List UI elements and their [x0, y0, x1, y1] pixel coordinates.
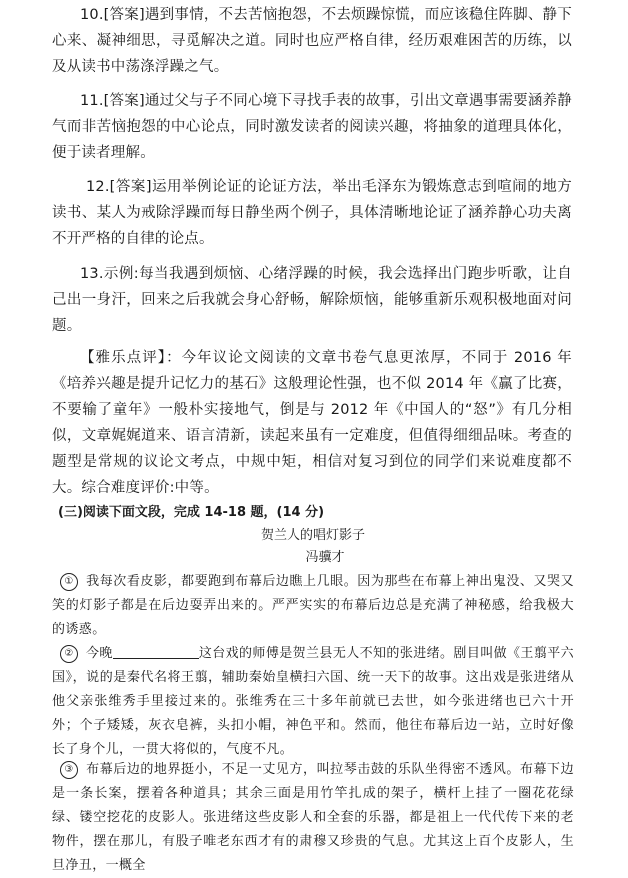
answer-12-number: 12. — [86, 179, 110, 195]
article-title: 贺兰人的唱灯影子 — [260, 528, 365, 543]
section-heading: (三)阅读下面文段，完成 14-18 题，(14 分) — [58, 505, 325, 520]
answer-13-tag: 示例: — [103, 266, 139, 282]
commentary-tag: 【雅乐点评】 — [80, 350, 167, 366]
article-paragraph-2 — [52, 642, 574, 762]
commentary — [52, 345, 572, 501]
answer-12-tag: [答案] — [109, 179, 152, 195]
article-paragraph-3 — [52, 758, 574, 878]
answer-10-number: 10. — [80, 7, 104, 23]
fill-in-blank[interactable] — [113, 644, 199, 659]
answer-12-text: 运用举例论证的论证方法，举出毛泽东为锻炼意志到喧闹的地方读书、某人为戒除浮躁而每日静坐两个例子，具体清晰地论证了涵养静心功夫离不开严格的自律的论点。 — [52, 179, 572, 247]
answer-11-number: 11. — [80, 93, 104, 109]
article-author: 冯骥才 — [305, 550, 345, 565]
paragraph-number-1: ① — [60, 573, 78, 591]
answer-12 — [52, 174, 572, 252]
article-paragraph-1 — [52, 570, 574, 642]
answer-11-tag: [答案] — [103, 93, 145, 109]
answer-13-number: 13. — [80, 266, 104, 282]
paragraph-3-text: 布幕后边的地界挺小，不足一丈见方，叫拉琴击鼓的乐队坐得密不透风。布幕下边是一条长案，摆着各种道具；其余三面是用竹竿扎成的架子，横杆上挂了一圈花花绿绿、镂空挖花的皮影人。张进绪这些皮影人和全套的乐器，都是祖上一代代传下来的老物件，摆在那儿，有股子唯老东西才有的肃穆又珍贵的气息。尤其这上百个皮影人，生旦净丑，一概全 — [52, 762, 574, 873]
paragraph-2-text: 这台戏的师傅是贺兰县无人不知的张进绪。剧目叫做《王翦平六国》，说的是秦代名将王翦，辅助秦始皇横扫六国、统一天下的故事。这出戏是张进绪从他父亲张维秀手里接过来的。张维秀在三十多年前就已去世，如今张进绪也已六十开外；个子矮矮，灰衣皂裤，头扣小帽，神色平和。然而，他往布幕后边一站，立时好像长了身个儿，一贯大将似的，气度不凡。 — [52, 646, 575, 757]
answer-11 — [52, 88, 572, 166]
answer-10-text: 遇到事情，不去苦恼抱怨，不去烦躁惊慌，而应该稳住阵脚、静下心来、凝神细思，寻觅解决之道。同时也应严格自律，经历艰难困苦的历练，以及从读书中荡涤浮躁之气。 — [52, 7, 572, 75]
paragraph-number-3: ③ — [60, 761, 78, 779]
answer-13-text: 每当我遇到烦恼、心绪浮躁的时候，我会选择出门跑步听歌，让自己出一身汗，回来之后我就会身心舒畅，解除烦恼，能够重新乐观积极地面对问题。 — [52, 266, 572, 334]
answer-10 — [52, 2, 572, 80]
paragraph-2-lead: 今晚 — [86, 646, 113, 661]
answer-10-tag: [答案] — [103, 7, 145, 23]
commentary-text: ：今年议论文阅读的文章书卷气息更浓厚，不同于 2016 年《培养兴趣是提升记忆力的基石》这般理论性强，也不似 2014 年《赢了比赛，不要输了童年》一般朴实接地气，倒是与 2012 年《中国人的“怒”》有几分相似，文章娓娓道来、语言清新，读起来虽有一定难度，但值得细细品味。考查的题型是常规的议论文考点，中规中矩，相信对复习到位的同学们来说难度都不大。综合难度评价:中等。 — [52, 350, 572, 496]
paragraph-number-2: ② — [60, 645, 78, 663]
paragraph-1-text: 我每次看皮影，都要跑到布幕后边瞧上几眼。因为那些在布幕上神出鬼没、又哭又笑的灯影子都是在后边耍弄出来的。严严实实的布幕后边总是充满了神秘感，给我极大的诱惑。 — [52, 574, 574, 637]
answer-13 — [52, 261, 572, 339]
answer-11-text: 通过父与子不同心境下寻找手表的故事，引出文章遇事需要涵养静气而非苦恼抱怨的中心论点，同时激发读者的阅读兴趣，将抽象的道理具体化，便于读者理解。 — [52, 93, 572, 161]
